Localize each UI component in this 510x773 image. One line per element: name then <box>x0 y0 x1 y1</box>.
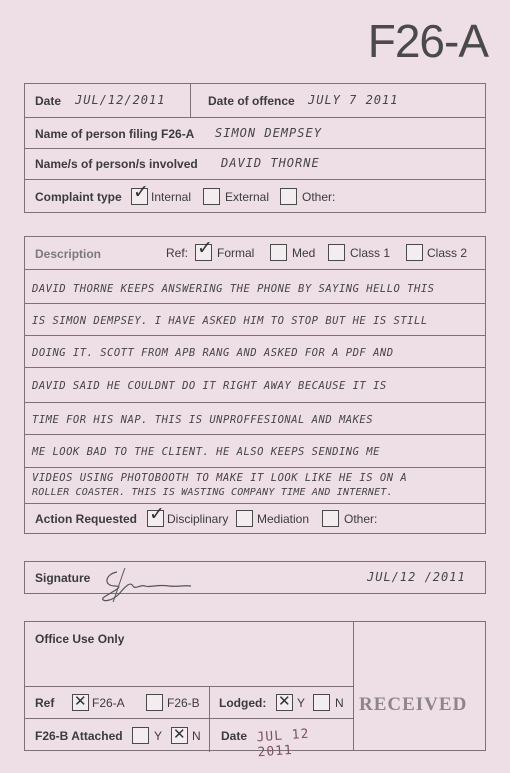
description-text[interactable]: IS SIMON DEMPSEY. I HAVE ASKED HIM TO STOP BUT HE IS STILL <box>32 315 428 327</box>
signature-label: Signature <box>35 571 91 585</box>
signature-date[interactable]: JUL/12 /2011 <box>367 570 466 584</box>
attached-yes-label: Y <box>154 729 163 743</box>
description-text[interactable]: ROLLER COASTER. THIS IS WASTING COMPANY TIME AND INTERNET. <box>32 487 393 498</box>
offence-value[interactable]: JULY 7 2011 <box>308 93 399 107</box>
date-label: Date <box>35 94 62 108</box>
description-label: Description <box>35 247 102 261</box>
description-text[interactable]: DAVID THORNE KEEPS ANSWERING THE PHONE BY SAYING HELLO THIS <box>32 283 435 295</box>
external-label: External <box>225 190 270 204</box>
office-attached-row <box>25 719 353 761</box>
filer-row <box>25 118 485 149</box>
offence-label: Date of offence <box>208 94 295 108</box>
description-line <box>25 435 485 468</box>
office-section <box>24 621 486 761</box>
office-date-label: Date <box>221 729 248 743</box>
other-checkbox[interactable] <box>280 188 297 205</box>
action-row <box>25 504 485 535</box>
med-label: Med <box>292 246 316 260</box>
description-line <box>25 468 485 503</box>
lodged-no-checkbox[interactable] <box>313 694 330 711</box>
lodged-yes-checkbox[interactable]: ✕ <box>276 694 293 711</box>
office-date-stamp: JUL 12 2011 <box>256 726 310 761</box>
attached-label: F26-B Attached <box>35 729 123 743</box>
mediation-label: Mediation <box>257 512 310 526</box>
class2-label: Class 2 <box>427 246 468 260</box>
involved-row <box>25 149 485 180</box>
divider <box>209 719 210 752</box>
action-other-label: Other: <box>344 512 378 526</box>
class2-checkbox[interactable] <box>406 244 423 261</box>
internal-label: Internal <box>151 190 192 204</box>
description-line <box>25 368 485 403</box>
attached-no-checkbox[interactable]: ✕ <box>171 727 188 744</box>
form-id: F26-A <box>367 15 488 67</box>
complaint-label: Complaint type <box>35 190 122 204</box>
external-checkbox[interactable] <box>203 188 220 205</box>
description-text[interactable]: DOING IT. SCOTT FROM APB RANG AND ASKED FOR A PDF AND <box>32 347 394 359</box>
internal-checkbox[interactable]: ✓ <box>133 181 149 203</box>
received-stamp: RECEIVED <box>359 694 468 715</box>
action-label: Action Requested <box>35 512 138 526</box>
formal-label: Formal <box>217 246 255 260</box>
description-text[interactable]: ME LOOK BAD TO THE CLIENT. HE ALSO KEEPS SENDING ME <box>32 446 380 458</box>
signature-scribble[interactable] <box>97 564 197 604</box>
complaint-row <box>25 180 485 214</box>
disciplinary-checkbox[interactable]: ✓ <box>149 503 165 525</box>
f26a-label: F26-A <box>92 696 125 710</box>
lodged-no-label: N <box>335 696 344 710</box>
f26b-checkbox[interactable] <box>146 694 163 711</box>
lodged-yes-label: Y <box>297 696 306 710</box>
ref-label: Ref: <box>166 246 189 260</box>
description-text[interactable]: TIME FOR HIS NAP. THIS IS UNPROFFESIONAL AND MAKES <box>32 414 374 426</box>
involved-label: Name/s of person/s involved <box>35 157 198 171</box>
f26a-checkbox[interactable]: ✕ <box>72 694 89 711</box>
description-text[interactable]: DAVID SAID HE COULDNT DO IT RIGHT AWAY BECAUSE IT IS <box>32 380 387 392</box>
filer-value[interactable]: SIMON DEMPSEY <box>215 126 322 140</box>
mediation-checkbox[interactable] <box>236 510 253 527</box>
class1-checkbox[interactable] <box>328 244 345 261</box>
description-line <box>25 403 485 435</box>
formal-checkbox[interactable]: ✓ <box>197 237 213 259</box>
office-ref-row <box>25 687 353 718</box>
attached-yes-checkbox[interactable] <box>132 727 149 744</box>
header-section <box>24 83 486 213</box>
office-title: Office Use Only <box>35 632 125 646</box>
description-section <box>24 236 486 534</box>
divider <box>209 687 210 718</box>
attached-no-label: N <box>192 729 201 743</box>
class1-label: Class 1 <box>350 246 391 260</box>
signature-section <box>24 561 486 594</box>
action-other-checkbox[interactable] <box>322 510 339 527</box>
description-line <box>25 336 485 368</box>
filer-label: Name of person filing F26-A <box>35 127 195 141</box>
disciplinary-label: Disciplinary <box>167 512 229 526</box>
description-text[interactable]: VIDEOS USING PHOTOBOOTH TO MAKE IT LOOK LIKE HE IS ON A <box>32 472 408 484</box>
description-line <box>25 304 485 336</box>
other-label: Other: <box>302 190 336 204</box>
date-value[interactable]: JUL/12/2011 <box>75 93 166 107</box>
f26b-label: F26-B <box>167 696 200 710</box>
involved-value[interactable]: DAVID THORNE <box>221 156 320 170</box>
lodged-label: Lodged: <box>219 696 267 710</box>
divider <box>353 622 354 750</box>
divider <box>190 84 191 117</box>
description-header-row <box>25 237 485 270</box>
date-row <box>25 84 485 118</box>
description-line <box>25 270 485 304</box>
office-ref-label: Ref <box>35 696 55 710</box>
med-checkbox[interactable] <box>270 244 287 261</box>
